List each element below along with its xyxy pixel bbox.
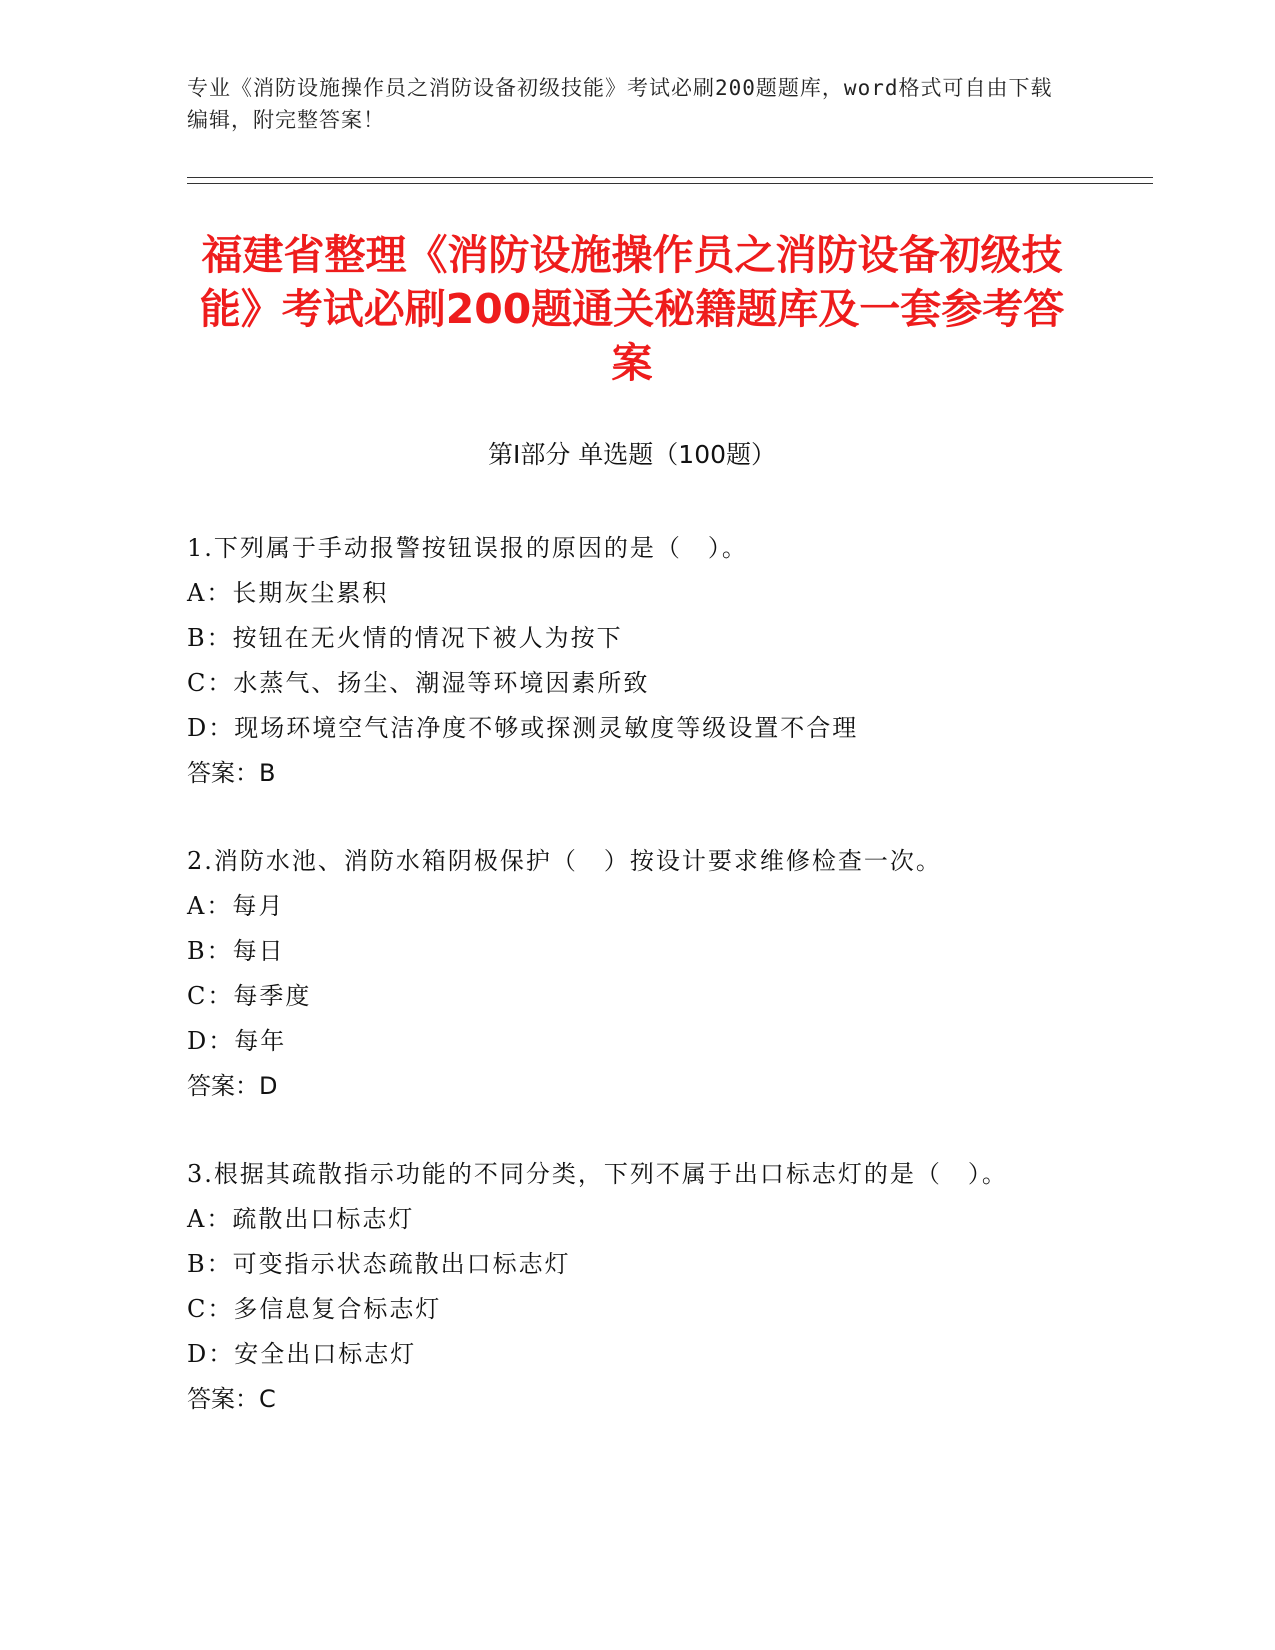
option-label: D： [187,1340,235,1368]
option-label: C： [187,1295,234,1323]
option-label: B： [187,624,233,652]
option-d [187,1019,1087,1064]
question-list [187,526,1087,1465]
option-label: B： [187,937,233,965]
option-label: C： [187,669,234,697]
option-a [187,1197,1087,1242]
option-c [187,1287,1087,1332]
option-text: 按钮在无火情的情况下被人为按下 [232,624,623,652]
option-label: D： [187,714,235,742]
option-d [187,706,1087,751]
option-b [187,1242,1087,1287]
question-3 [187,1152,1087,1422]
option-label: C： [187,982,234,1010]
question-stem: 2.消防水池、消防水箱阴极保护（ ）按设计要求维修检查一次。 [187,847,942,875]
option-b [187,929,1087,974]
option-label: D： [187,1027,235,1055]
option-label: A： [187,1205,233,1233]
option-text: 疏散出口标志灯 [232,1205,415,1233]
option-text: 可变指示状态疏散出口标志灯 [232,1250,571,1278]
option-label: A： [187,892,233,920]
header-note: 专业《消防设施操作员之消防设备初级技能》考试必刷200题题库，word格式可自由下载编辑，附完整答案！ [187,76,1053,132]
answer: 答案：B [187,759,276,787]
option-c [187,974,1087,1019]
option-text: 每日 [232,937,285,965]
option-text: 安全出口标志灯 [234,1340,417,1368]
option-label: A： [187,579,233,607]
option-text: 长期灰尘累积 [232,579,389,607]
option-text: 现场环境空气洁净度不够或探测灵敏度等级设置不合理 [234,714,859,742]
option-text: 多信息复合标志灯 [233,1295,442,1323]
question-2 [187,839,1087,1109]
option-a [187,571,1087,616]
section-title: 第Ⅰ部分 单选题（100题） [487,440,777,469]
option-text: 每年 [234,1027,287,1055]
question-stem: 1.下列属于手动报警按钮误报的原因的是（ ）。 [187,534,748,562]
question-stem: 3.根据其疏散指示功能的不同分类，下列不属于出口标志灯的是（ ）。 [187,1160,1008,1188]
option-d [187,1332,1087,1377]
question-1 [187,526,1087,796]
answer: 答案：C [187,1385,276,1413]
option-a [187,884,1087,929]
document-title: 福建省整理《消防设施操作员之消防设备初级技能》考试必刷200题通关秘籍题库及一套参考答案 [199,231,1065,387]
option-text: 每月 [232,892,285,920]
option-b [187,616,1087,661]
option-text: 水蒸气、扬尘、潮湿等环境因素所致 [233,669,650,697]
option-label: B： [187,1250,233,1278]
option-text: 每季度 [233,982,312,1010]
option-c [187,661,1087,706]
answer: 答案：D [187,1072,278,1100]
header-divider-top [187,177,1153,178]
header-divider-bottom [187,183,1153,184]
